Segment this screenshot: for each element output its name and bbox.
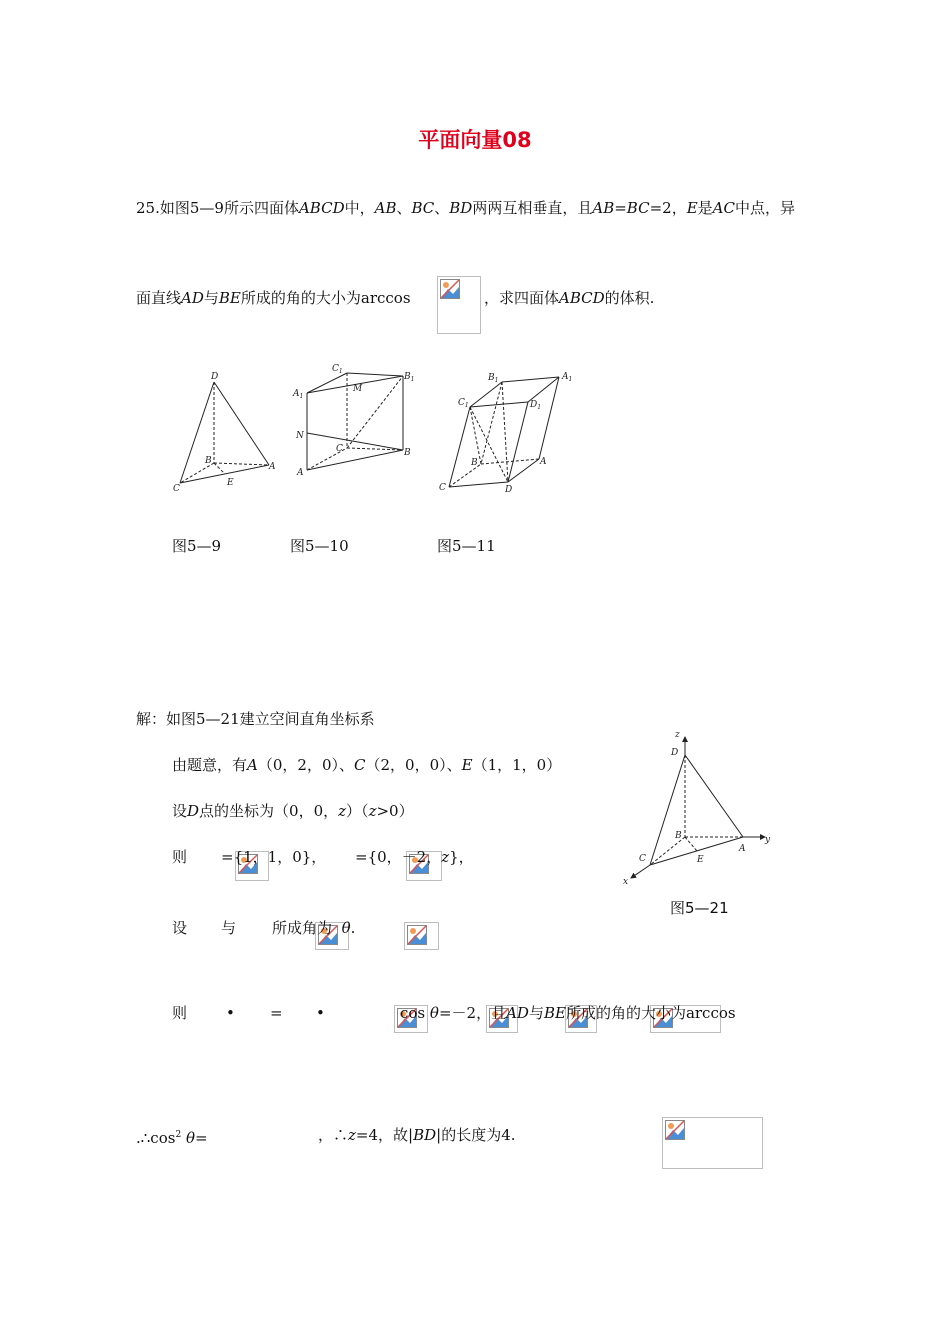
fig2-label-C1: $C_1$ [332,364,343,375]
problem-line-2: 面直线AD与BE所成的角的大小为arccos [136,289,411,307]
solution-line-6-d: • [316,1004,325,1022]
solution-line-7-a: $.\therefore\cos^2$ θ= [136,1129,208,1147]
solution-line-6-b: • [226,1004,235,1022]
broken-image-icon [437,276,481,334]
fig2-label-A: A [297,468,304,478]
problem-line-2-tail: ，求四面体ABCD的体积. [484,289,655,307]
solution-line-4-b: ={1，1，0}， [221,848,327,866]
fig4-label-A: A [739,844,746,854]
fig3-label-B1: $B_1$ [488,373,499,384]
broken-image-icon [662,1117,763,1169]
fig2-label-M: M [353,384,363,394]
fig1-label-D: D [211,372,219,382]
fig4-label-D: D [671,748,679,758]
fig4-label-C: C [639,854,646,864]
fig2-label-B1: $B_1$ [404,372,415,383]
fig1-label-C: C [173,484,180,494]
fig4-label-x: x [623,877,629,887]
parallelepiped-figure [433,362,583,497]
fig2-label-A1: $A_1$ [293,389,304,400]
figure-caption-5-10: 图5—10 [290,537,349,555]
fig3-label-C: C [439,483,446,493]
solution-line-3: 设D点的坐标为（0，0，z）（z>0） [172,802,414,820]
solution-line-2: 由题意，有A（0，2，0）、C（2，0，0）、E（1，1，0） [172,756,562,774]
fig3-label-B: B [471,458,478,468]
fig2-label-N: N [296,431,304,441]
fig4-label-E: E [697,855,704,865]
figure-caption-5-21: 图5—21 [670,899,729,917]
fig3-label-A1: $A_1$ [562,372,573,383]
fig2-label-C: C [336,444,343,454]
fig4-label-z: z [675,730,680,740]
fig3-label-A: A [540,457,547,467]
solution-line-1: 解：如图5—21建立空间直角坐标系 [136,710,375,728]
solution-line-4-a: 则 [172,848,188,866]
fig2-label-B: B [404,448,411,458]
fig3-label-D: D [505,485,513,495]
solution-line-4-c: ={0，－2，z}， [355,848,474,866]
fig1-label-B: B [205,456,212,466]
fig1-label-A: A [269,462,276,472]
broken-image-icon [404,922,439,950]
fig4-label-B: B [675,831,682,841]
fig4-label-y: y [765,835,771,845]
solution-line-7-b: ，∴z=4，故|BD|的长度为4. [318,1126,516,1144]
solution-line-6-a: 则 [172,1004,188,1022]
solution-line-5-b: 与 [221,919,237,937]
solution-line-6-e: cos θ=－2，且AD与BE所成的角的大小为arccos [400,1004,736,1022]
figure-caption-5-11: 图5—11 [437,537,496,555]
solution-line-5-a: 设 [172,919,188,937]
solution-line-6-c: = [270,1004,283,1022]
fig3-label-D1: $D_1$ [530,400,542,411]
prism-figure [290,360,420,485]
coordinate-figure [615,725,780,890]
fig3-label-C1: $C_1$ [458,398,469,409]
fig1-label-E: E [227,478,234,488]
solution-line-5-c: 所成角为 θ. [272,919,356,937]
tetrahedron-figure [165,365,285,500]
figure-caption-5-9: 图5—9 [172,537,222,555]
problem-line-1: 25.如图5—9所示四面体ABCD中，AB、BC、BD两两互相垂直，且AB=BC=2，E是AC中点，异 [136,199,795,217]
page-title: 平面向量08 [418,128,532,152]
